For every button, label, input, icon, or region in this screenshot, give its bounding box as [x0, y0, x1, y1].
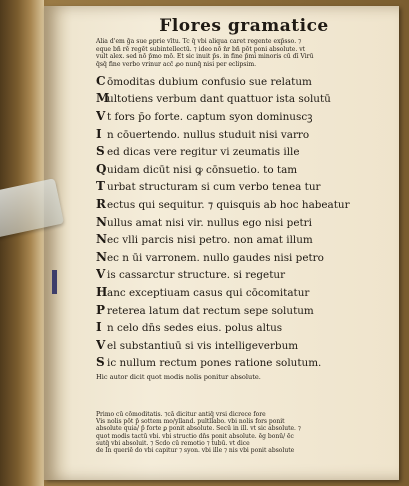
verse-line: [96, 249, 392, 267]
verse-line: [96, 126, 392, 144]
page-text-block: [96, 16, 392, 381]
verse-initial: H: [96, 284, 108, 299]
page-title: Flores gramatice: [159, 16, 329, 36]
verse-text: n celo dn̄s sedes eius. polus altus: [107, 322, 283, 335]
verse-line: [96, 354, 392, 372]
verse-initial: N: [96, 232, 107, 247]
verse-line: [96, 196, 392, 214]
commentary-line: Alia d'em ḡa sue ꝑprie vītu. Tc q̄ vbi aliqua caret regente exp̄sso. ⁊: [96, 38, 302, 45]
verse-text: ec vlli parcis nisi petro. non amat illum: [107, 234, 313, 247]
verse-initial: N: [96, 214, 107, 229]
verse-list: [96, 73, 392, 372]
verse-line: [96, 302, 392, 320]
commentary-line: sutq̄ vbi absoluit. ⁊ Scdo cū remotio ⁊ tubū. vt dice: [96, 439, 250, 447]
verse-line: [96, 143, 392, 161]
commentary-line: eque bñ rē regēt subintellectū. ⁊ ideo nō n̄r bñ pōt poni absolute. vt: [96, 45, 306, 53]
verse-text: anc exceptiuam casus qui cōcomitatur: [107, 286, 310, 299]
verse-initial: I: [96, 320, 102, 335]
verse-initial: I: [96, 126, 102, 141]
verse-initial: C: [96, 73, 106, 88]
commentary-line: vult alex. sed nō p̄mo mō. Et sic inuit p̄s. in fine p̄mi minoris cū dī Virū: [96, 53, 314, 61]
commentary-line: absolute quia/ p̄ forte ꝑ ponit absolute. Secū in ill. vt sic absolute. ⁊: [96, 425, 301, 433]
verse-initial: P: [96, 302, 106, 317]
book-binding: [0, 0, 44, 486]
verse-text: ed dicas vere regitur vi zeumatis ille: [107, 146, 300, 159]
verse-line: [96, 73, 392, 91]
verse-line: [96, 108, 392, 126]
verse-initial: T: [96, 179, 105, 194]
verse-text: ec n ūi varronem. nullo gaudes nisi petro: [107, 251, 324, 264]
verse-initial: V: [96, 337, 106, 352]
verse-text: ultotiens verbum dant quattuor ista solutū: [107, 93, 331, 106]
verse-line: [96, 90, 392, 108]
bookmark-ribbon: [52, 270, 57, 294]
verse-text: ōmoditas dubium confusio sue relatum: [107, 75, 312, 88]
verse-line: [96, 214, 392, 232]
commentary-line: Primo cū cōmoditatis. ⁊cā dicitur antiq̄ vrsi dicrece fore: [96, 411, 266, 418]
commentary-line: q̄sq̄ fine verbo vrinur acc̄ ꝓo nunq̄ nisi per eclipsim.: [96, 61, 257, 69]
verse-text: ullus amat nisi vir. nullus ego nisi petri: [107, 216, 312, 229]
verse-line: [96, 337, 392, 355]
verse-text: is cassarctur structure. si regetur: [107, 269, 286, 282]
verse-line: [96, 161, 392, 179]
verse-text: ectus qui sequitur. ⁊ quisquis ab hoc habeatur: [107, 198, 350, 211]
verse-initial: Q: [96, 161, 107, 176]
verse-line: [96, 284, 392, 302]
verse-initial: N: [96, 249, 107, 264]
commentary-line: Vis nolis pōt p̄ sottem mo/ylland. pultllabo. vbi nolis fors ponit: [96, 418, 285, 426]
verse-line: [96, 319, 392, 337]
verse-text: uidam dicūt nisi ꝙ cōnsuetio. to tam: [107, 163, 298, 176]
verse-text: ic nullum rectum pones ratione solutum.: [107, 357, 322, 370]
verse-initial: S: [96, 355, 105, 370]
verse-line: [96, 231, 392, 249]
verse-initial: V: [96, 109, 106, 123]
verse-initial: R: [96, 196, 106, 211]
verse-line: [96, 266, 392, 284]
verse-text: el substantiuū si vis intelligeverbum: [107, 339, 299, 352]
verse-text: n cōuertendo. nullus studuit nisi varro: [107, 128, 310, 141]
verse-line: [96, 178, 392, 196]
verse-initial: V: [96, 267, 106, 282]
bottom-commentary: [96, 411, 392, 454]
verse-text: urbat structuram si cum verbo tenea tur: [107, 181, 321, 194]
commentary-line: de In queriē do vbi capitur ⁊ syon. vbi ille ⁊ nis vbi ponit absolute: [96, 447, 295, 455]
verse-initial: S: [96, 144, 105, 159]
verse-text: reterea latum dat rectum sepe solutum: [107, 304, 314, 317]
verse-gloss: Hic autor dicit quot modis nolis ponitur absolute.: [96, 372, 261, 381]
verse-initial: M: [96, 91, 110, 106]
verse-text: t fors p̄o forte. captum syon dominuscꝫ: [107, 111, 313, 123]
top-commentary: [96, 38, 392, 69]
commentary-line: quot modis tactū vbi. vbi structio dn̄s ponit absolute. ēg bonū/ ēc: [96, 432, 294, 440]
